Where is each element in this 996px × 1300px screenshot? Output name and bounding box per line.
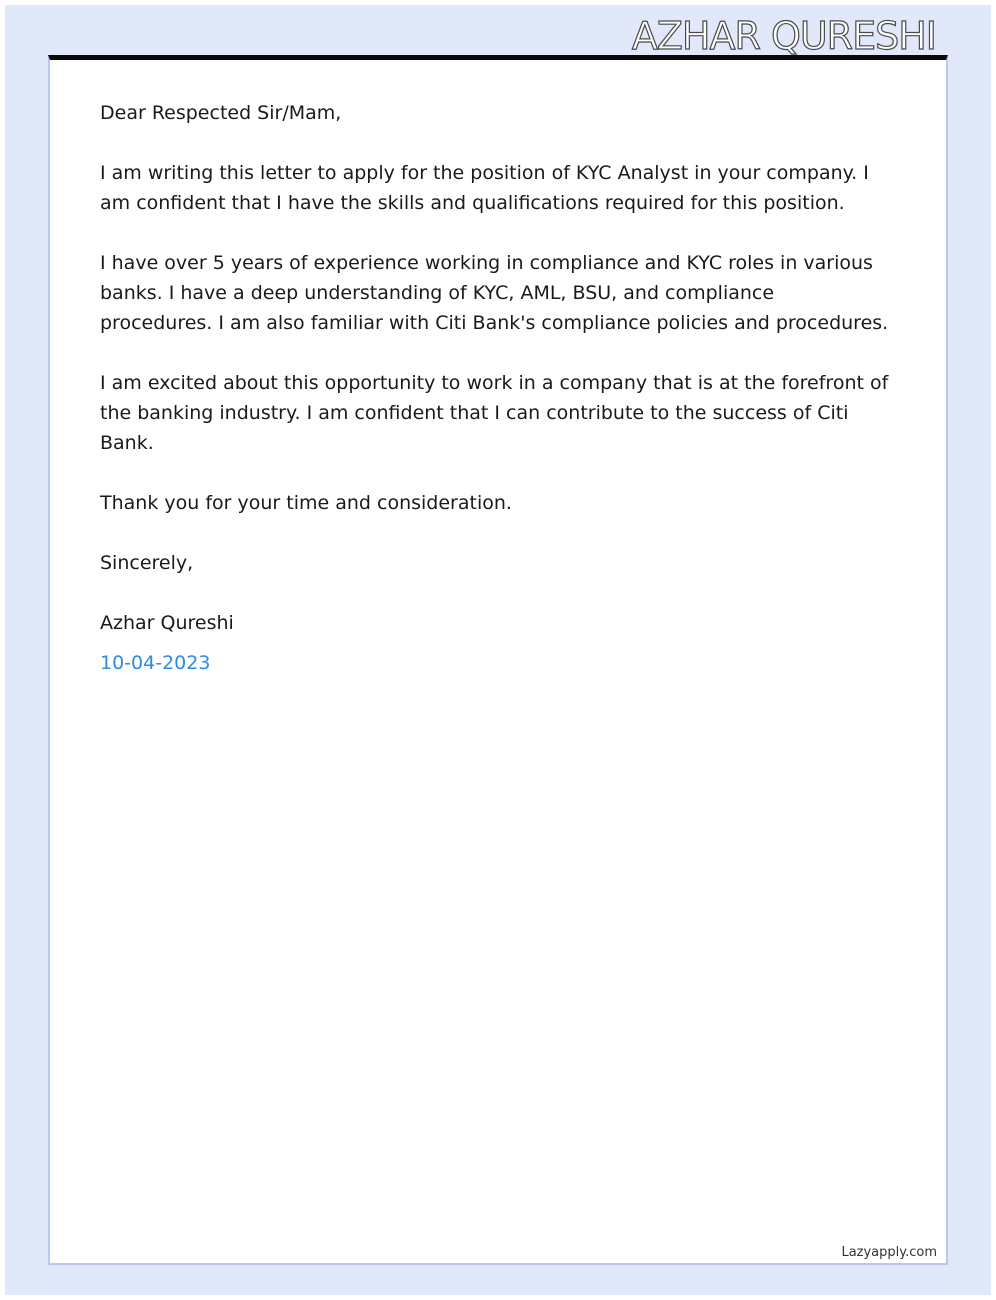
paragraph-experience: I have over 5 years of experience working in compliance and KYC roles in various banks. I have a deep understanding of KYC, AML, BSU, and compliance procedures. I am also familiar with Citi Bank's compliance policies and procedures. — [100, 252, 889, 334]
paragraph-thanks: Thank you for your time and consideration. — [100, 492, 512, 514]
footer-watermark: Lazyapply.com — [841, 1245, 937, 1260]
paragraph-intro: I am writing this letter to apply for the position of KYC Analyst in your company. I am confident that I have the skills and qualifications required for this position. — [100, 162, 869, 214]
letter-date: 10-04-2023 — [100, 652, 211, 674]
signature: Azhar Qureshi — [100, 612, 234, 634]
closing: Sincerely, — [100, 552, 194, 574]
paragraph-motivation: I am excited about this opportunity to work in a company that is at the forefront of the banking industry. I am confident that I can contribute to the success of Citi Bank. — [100, 372, 889, 454]
applicant-name-header: AZHAR QURESHI — [631, 14, 936, 58]
salutation: Dear Respected Sir/Mam, — [100, 102, 342, 124]
letter-body — [100, 98, 890, 708]
